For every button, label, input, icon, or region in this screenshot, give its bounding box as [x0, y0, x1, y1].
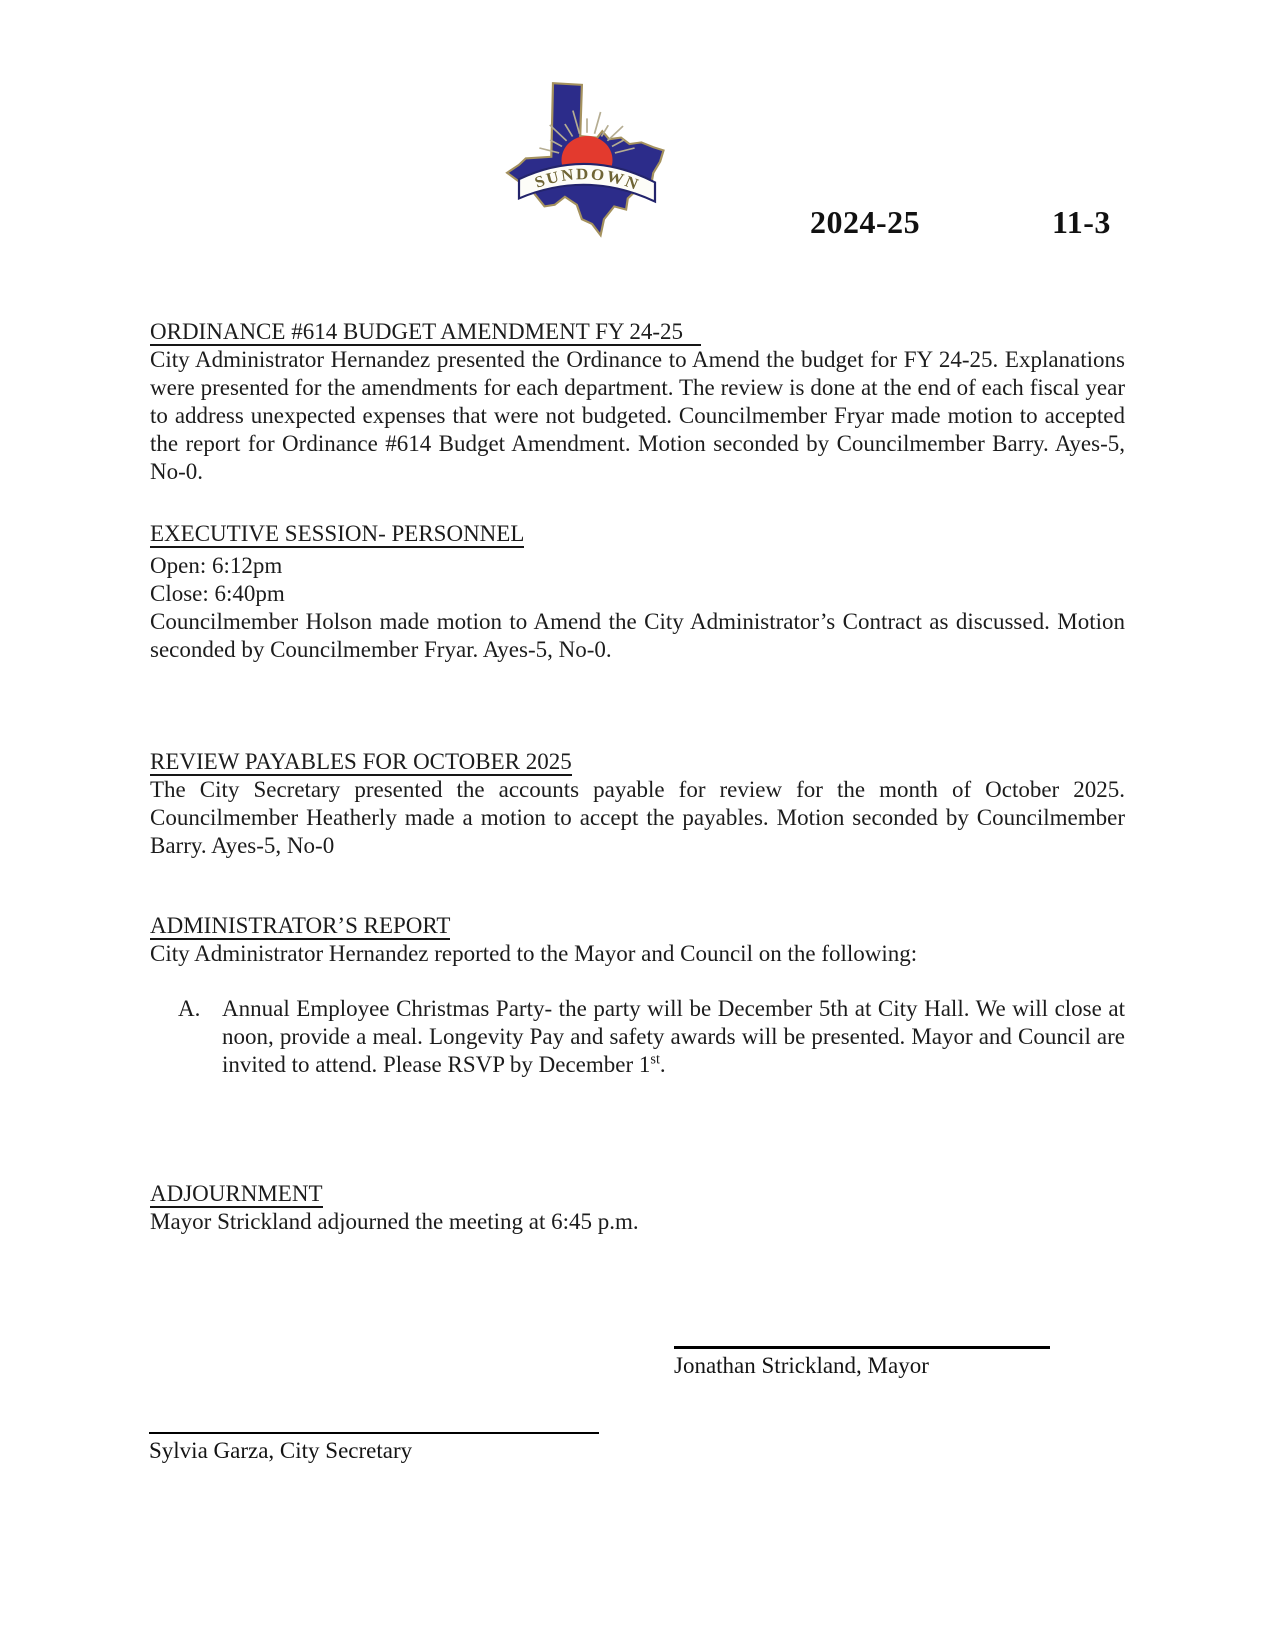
list-item-marker: A. [178, 996, 201, 1021]
mayor-signature-block [674, 1346, 1050, 1380]
section-adjournment [150, 1180, 1125, 1236]
mayor-name-title: Jonathan Strickland, Mayor [674, 1353, 929, 1378]
secretary-name-title: Sylvia Garza, City Secretary [149, 1438, 413, 1463]
section-executive-session [150, 520, 1125, 664]
header-fiscal-year: 2024-25 [810, 204, 921, 240]
session-close-time: Close: 6:40pm [150, 581, 285, 606]
section-heading: ADMINISTRATOR’S REPORT [150, 913, 451, 938]
header-page-number: 11-3 [1052, 204, 1111, 240]
ordinal-suffix: st [650, 1051, 660, 1068]
section-heading: REVIEW PAYABLES FOR OCTOBER 2025 [150, 749, 572, 774]
section-review-payables [150, 748, 1125, 860]
section-paragraph: The City Secretary presented the accounts payable for review for the month of October 2025. Councilmember Heatherly made a motion to accept the payables. Motion seconded by Councilmember Barry. Ayes-5, No-0 [150, 777, 1125, 858]
report-intro: City Administrator Hernandez reported to the Mayor and Council on the following: [150, 941, 918, 966]
section-paragraph: Mayor Strickland adjourned the meeting at 6:45 p.m. [150, 1209, 639, 1234]
section-paragraph: Councilmember Holson made motion to Amend the City Administrator’s Contract as discussed. Motion seconded by Councilmember Fryar. Ayes-5, No-0. [150, 609, 1125, 662]
section-administrators-report [150, 912, 1125, 1079]
section-heading: ADJOURNMENT [150, 1181, 323, 1206]
list-item-text: Annual Employee Christmas Party- the party will be December 5th at City Hall. We will close at noon, provide a meal. Longevity Pay and safety awards will be presented. Mayor and Council are invited to attend. Please RSVP by December 1st. [222, 996, 1125, 1077]
banner-text: SUNDOWN [531, 164, 643, 195]
secretary-signature-block [149, 1432, 599, 1465]
signature-line [674, 1346, 1050, 1349]
texas-state-icon [502, 80, 672, 240]
sundown-city-logo [502, 80, 672, 240]
section-heading: ORDINANCE #614 BUDGET AMENDMENT FY 24-25 [150, 318, 1125, 346]
section-paragraph: City Administrator Hernandez presented the Ordinance to Amend the budget for FY 24-25. Explanations were presented for the amendments for each department. The review is done at the end of each fiscal year to address unexpected expenses that were not budgeted. Councilmember Fryar made motion to accepted the report for Ordinance #614 Budget Amendment. Motion seconded by Councilmember Barry. Ayes-5, No-0. [150, 347, 1125, 484]
section-ordinance [150, 318, 1125, 486]
list-item-a [178, 995, 1125, 1079]
signature-line [149, 1432, 599, 1434]
session-open-time: Open: 6:12pm [150, 553, 283, 578]
section-heading: EXECUTIVE SESSION- PERSONNEL [150, 521, 525, 546]
